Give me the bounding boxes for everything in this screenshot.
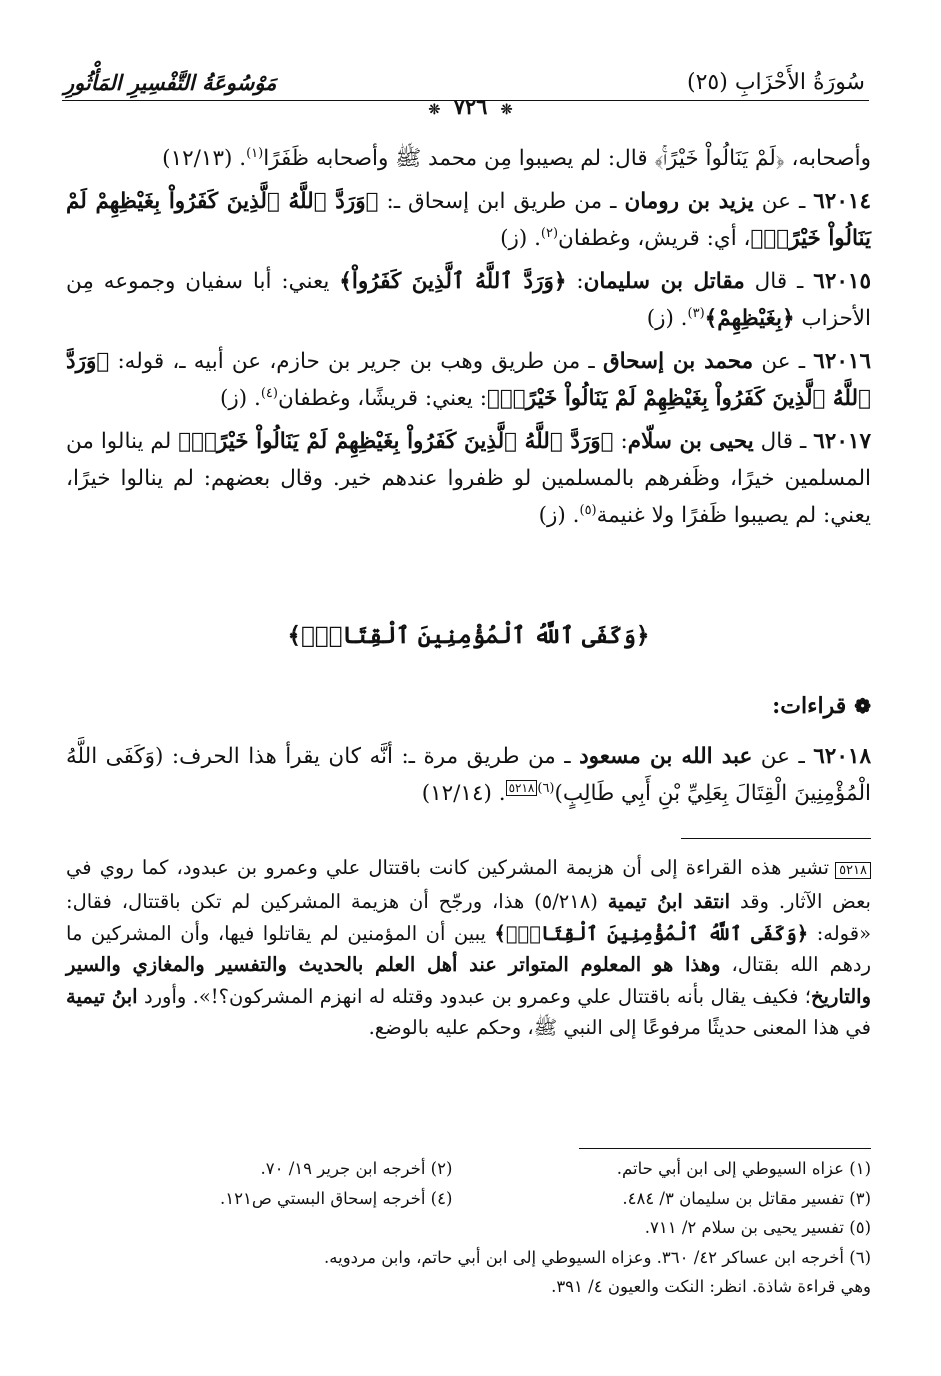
main-text bbox=[66, 140, 871, 540]
narration-number: ٦٢٠١٨ bbox=[813, 744, 871, 769]
section-heading bbox=[66, 690, 871, 722]
narration-62015: ٦٢٠١٥ ـ قال مقاتل بن سليمان: ﴿وَرَدَّ ٱللَّهُ ٱلَّذِينَ كَفَرُواْ﴾ يعني: أبا سفيان وجموعه مِن الأحزاب ﴿بِغَيْظِهِمْ﴾$^{(٣)}$. (ز) bbox=[66, 269, 872, 331]
narration-62018: ٦٢٠١٨ ـ عن عبد الله بن مسعود ـ من طريق مرة ـ: أنَّه كان يقرأ هذا الحرف: (وَكَفَى اللَّهُ الْمُؤْمِنِينَ الْقِتَالَ بِعَلِيِّ بْنِ أَبِي طَالِبٍ)$^{(٦)٥٢١٨}$. (١٢/١٤) bbox=[66, 744, 871, 806]
narrator-name: محمد بن إسحاق bbox=[602, 349, 754, 374]
footnote-ref: (٢) bbox=[540, 225, 559, 241]
footnote-ref: (٤) bbox=[260, 385, 278, 401]
quran-quote: ﴿وَكَفَى ٱللَّهُ ٱلْمُؤْمِنِينَ ٱلْقِتَالَۚ﴾ bbox=[494, 921, 809, 945]
running-header-book-title: مَوْسُوعَةُ التَّفْسِيرِ المَأْثُورِ bbox=[64, 70, 277, 95]
footnote-5: (٥) تفسير يحيى بن سلام ٢/ ٧١١. bbox=[644, 1218, 871, 1237]
narration-number: ٦٢٠١٥ bbox=[813, 269, 872, 294]
quran-quote: ﴿وَرَدَّ ٱللَّهُ ٱلَّذِينَ كَفَرُواْ﴾ bbox=[339, 269, 567, 294]
narration-number: ٦٢٠١٦ bbox=[813, 349, 872, 374]
footnote-6: (٦) أخرجه ابن عساكر ٤٢/ ٣٦٠. وعزاه السيوطي إلى ابن أبي حاتم، وابن مردويه. bbox=[324, 1247, 871, 1267]
narration-62014: ٦٢٠١٤ ـ عن يزيد بن رومان ـ من طريق ابن إسحاق ـ: ﴿وَرَدَّ ٱللَّهُ ٱلَّذِينَ كَفَرُواْ بِغَيْظِهِمْ لَمْ يَنَالُواْ خَيْرًاۚ﴾، أي: قريش، وغطفان$^{(٢)}$. (ز) bbox=[66, 189, 871, 251]
footnote-2: (٢) أخرجه ابن جرير ١٩/ ٧٠. bbox=[260, 1159, 453, 1178]
running-header-surah: سُورَةُ الأَحْزَابِ (٢٥) bbox=[687, 70, 865, 95]
flower-ornament-icon: ❁ bbox=[854, 694, 871, 718]
quran-quote: ﴿وَرَدَّ ٱللَّهُ ٱلَّذِينَ كَفَرُواْ بِغَيْظِهِمْ لَمْ يَنَالُواْ خَيْرًاۚ﴾ bbox=[66, 189, 871, 251]
section-title: قراءات: bbox=[772, 693, 847, 719]
narrator-name: يحيى بن سلّام bbox=[627, 429, 754, 454]
narration-62017: ٦٢٠١٧ ـ قال يحيى بن سلّام: ﴿وَرَدَّ ٱللَّهُ ٱلَّذِينَ كَفَرُواْ بِغَيْظِهِمْ لَمْ يَنَالُواْ خَيْرًاۚ﴾ لم ينالوا من المسلمين خيرًا، وظَفرهم بالمسلمين لو ظفروا عندهم خير. وقال بعضهم: لم ينالوا خيرًا، يعني: لم يصيبوا ظَفرًا ولا غنيمة$^{(٥)}$. (ز) bbox=[66, 429, 871, 528]
quran-quote: ﴿بِغَيْظِهِمْ﴾ bbox=[704, 306, 795, 331]
footnotes bbox=[66, 1154, 871, 1302]
narrator-name: عبد الله بن مسعود bbox=[579, 744, 753, 769]
footnote-ref: (٦) bbox=[537, 780, 555, 796]
page-number bbox=[0, 92, 941, 125]
commentary-number-box: ٥٢١٨ bbox=[835, 862, 871, 879]
footnote-rule bbox=[579, 1148, 871, 1149]
quran-quote: ﴿وَرَدَّ ٱللَّهُ ٱلَّذِينَ كَفَرُواْ بِغَيْظِهِمْ لَمْ يَنَالُواْ خَيْرًاۚ﴾ bbox=[66, 349, 871, 411]
commentary-rule bbox=[681, 838, 871, 839]
footnote-3: (٣) تفسير مقاتل بن سليمان ٣/ ٤٨٤. bbox=[622, 1188, 871, 1208]
narration-number: ٦٢٠١٧ bbox=[813, 429, 871, 454]
narration-number: ٦٢٠١٤ bbox=[813, 189, 871, 214]
narration-62016: ٦٢٠١٦ ـ عن محمد بن إسحاق ـ من طريق وهب بن جرير بن حازم، عن أبيه ـ، قوله: ﴿وَرَدَّ ٱللَّهُ ٱلَّذِينَ كَفَرُواْ بِغَيْظِهِمْ لَمْ يَنَالُواْ خَيْرًاۚ﴾: يعني: قريشًا، وغطفان$^{(٤)}$. (ز) bbox=[66, 349, 872, 411]
verse-heading: ﴿وَكَفَى ٱللَّهُ ٱلْمُؤْمِنِينَ ٱلْقِتَالَۚ﴾ bbox=[287, 622, 650, 649]
footnote-4: (٤) أخرجه إسحاق البستي ص١٢١. bbox=[220, 1188, 453, 1208]
narrator-name: يزيد بن رومان bbox=[624, 189, 754, 214]
footnote-row bbox=[66, 1154, 871, 1184]
paragraph-continuation: وأصحابه، ﴿لَمْ يَنَالُواْ خَيْرًاۚ﴾ قال: لم يصيبوا مِن محمد ﷺ وأصحابه ظَفَرًا$^{(١)}$. (١٢/١٣) bbox=[162, 145, 871, 171]
commentary-ref-box: ٥٢١٨ bbox=[506, 780, 538, 796]
commentary-note: ٥٢١٨تشير هذه القراءة إلى أن هزيمة المشركين كانت باقتتال علي وعمرو بن عبدود، كما روي في بعض الآثار. وقد انتقد ابنُ تيمية (٥/٢١٨) هذا، ورجّح أن هزيمة المشركين لم تكن باقتتال، فقال: «قوله: ﴿وَكَفَى ٱللَّهُ ٱلْمُؤْمِنِينَ ٱلْقِتَالَۚ﴾ يبين أن المؤمنين لم يقاتلوا فيها، وأن المشركين ما ردهم الله بقتال، وهذا هو المعلوم المتواتر عند أهل العلم بالحديث والتفسير والمغازي والسير والتاريخ؛ فكيف يقال بأنه باقتتال علي وعمرو بن عبدود وقتله له انهزم المشركون؟!». وأورد ابنُ تيمية في هذا المعنى حديثًا مرفوعًا إلى النبي ﷺ، وحكم عليه بالوضع. bbox=[66, 856, 872, 1040]
ornament-icon: ❊ bbox=[428, 102, 441, 118]
footnote-ref: (٥) bbox=[579, 502, 597, 518]
narrator-name: مقاتل بن سليمان bbox=[583, 269, 745, 294]
footnote-1: (١) عزاه السيوطي إلى ابن أبي حاتم. bbox=[616, 1159, 871, 1178]
reading-text bbox=[66, 738, 871, 818]
ornament-icon: ❊ bbox=[500, 102, 513, 118]
footnote-row bbox=[66, 1184, 871, 1214]
footnote-ref: (١) bbox=[246, 145, 264, 161]
footnote-6-continued: وهي قراءة شاذة. انظر: النكت والعيون ٤/ ٣٩١. bbox=[551, 1277, 871, 1296]
page-number-value: ٧٢٦ bbox=[453, 94, 488, 119]
quran-quote: ﴿وَرَدَّ ٱللَّهُ ٱلَّذِينَ كَفَرُواْ بِغَيْظِهِمْ لَمْ يَنَالُواْ خَيْرًاۚ﴾ bbox=[178, 429, 614, 454]
footnote-ref: (٣) bbox=[687, 305, 705, 321]
